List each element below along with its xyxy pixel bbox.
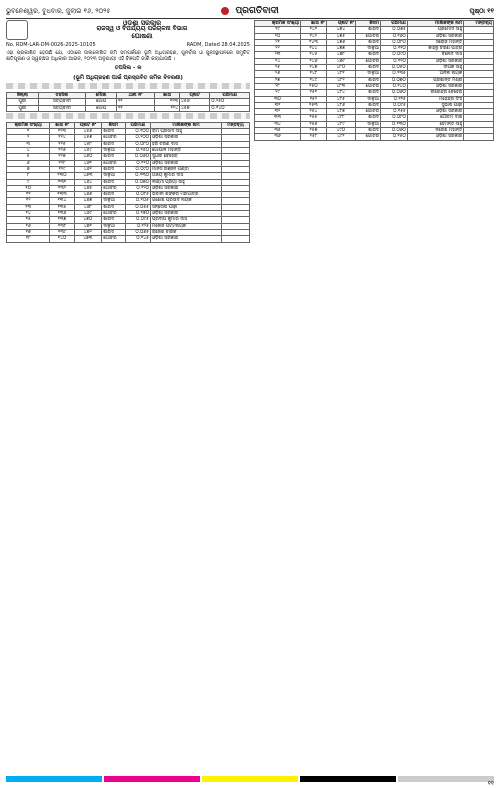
right-cell: ୦.୧୩୦ [381,121,408,127]
left-cell: ୪୭୨ [74,229,102,235]
left-cell: ୦.୧୪୫ [125,236,150,242]
right-cell: ୪୮୫ [326,96,355,102]
right-cell: ଶାରଦ [356,65,381,71]
right-cell: ୧୫୬ [301,121,327,127]
right-cell: ୩୧ [255,102,301,108]
right-cell: ୧୪୯ [301,77,327,83]
left-cell: ୪୬୧ [74,160,102,166]
right-cell: ବୀରେନ୍ଦ୍ର ବେହେରା [407,90,463,96]
right-header-cell: ମନ୍ତବ୍ୟ [464,21,494,27]
right-cell: ୧୪୫ [301,52,327,58]
left-cell [221,236,249,242]
right-cell: ୦.୦୫୦ [381,65,408,71]
left-cell: ୧୩୪ [50,198,74,204]
right-cell: ୧୪୩ [301,39,327,45]
right-cell: ଗୋଚର [356,33,381,39]
header-left-text: ଭୁବନେଶ୍ୱର, ବୁଧବାର, ଜୁଲାଇ ୧୬, ୨୦୨୫ [6,7,111,15]
left-cell: ୧୨୩ [50,129,74,135]
right-cell: ୦.୧୪୦ [381,83,408,89]
right-cell: ୦.୦୭୫ [381,27,408,33]
government-emblem-icon [6,20,28,40]
right-cell: ଓଡ଼ିଶା ସରକାର [407,109,463,115]
right-header-cell: କିସମ [356,21,381,27]
left-cell: ୧୫ [7,217,50,223]
left-cell: ୦.୦୯୫ [125,217,150,223]
right-cell: ୪୮୬ [326,102,355,108]
left-cell: ୧୩୬ [50,211,74,217]
separator-bar [6,113,250,119]
right-cell: ୨୭ [255,77,301,83]
right-cell: ସରୋଜ ମହାନ୍ତି [407,39,463,45]
left-cell: ମନୋଜ ପଟ୍ଟନାୟକ [150,223,221,229]
left-cell: ୦.୦୬୦ [125,154,150,160]
summary-cell: ୪୫୭ [180,105,210,111]
right-schedule-table [254,20,494,141]
summary-cell: ପୁରୀ [7,105,39,111]
left-cell: ୧୩୩ [50,192,74,198]
left-cell: ୧୩୭ [50,217,74,223]
right-cell: ୧୪୨ [301,33,327,39]
right-cell: ୪୭୭ [326,46,355,52]
left-cell: ୬ [7,160,50,166]
left-cell: ୧୨୮ [50,160,74,166]
right-cell: ୦.୦୭୦ [381,77,408,83]
right-cell: ୨୧ [255,39,301,45]
left-cell: ସନ୍ତୋଷ ପାଢ଼ୀ [150,204,221,210]
left-cell: ୧୮ [7,236,50,242]
left-cell: ୧୪୦ [50,236,74,242]
left-cell: ୧୨୯ [50,166,74,172]
notice-number: No. RDM-LAR-DM-0026-2025-10105 [6,42,96,48]
page-header [6,4,494,19]
left-row [7,236,250,242]
right-cell: ଦାଳୁଆ [356,96,381,102]
left-cell: ୪୬୯ [74,211,102,217]
left-cell: ଅଜୟ କୁମାର ଦାସ [150,173,221,179]
right-cell: ୨୮ [255,83,301,89]
right-cell: ୪୮୨ [326,77,355,83]
right-cell: ୪୭୯ [326,58,355,64]
right-cell: ୩୩ [255,115,301,121]
left-cell: ୦.୨୦୦ [125,135,150,141]
summary-cell: ୧୧ [116,99,154,105]
right-cell: ୨୬ [255,71,301,77]
summary-table [6,92,250,112]
summary-header-cell: ତହସିଲ [38,93,85,99]
right-cell: ୪୮୭ [326,109,355,115]
summary-header-cell: ଥାନା ନଂ [116,93,154,99]
color-swatch [104,776,200,782]
right-cell: ୪୯୧ [326,134,355,140]
right-cell: ୪୮୯ [326,121,355,127]
right-cell: ୧୫୮ [301,134,327,140]
right-row [255,134,494,140]
left-cell: ୭ [7,166,50,172]
left-cell: ୪୬୫ [74,185,102,191]
left-header-cell: ଖାତା ନଂ [50,122,74,128]
left-cell: ଗୋଚର [102,211,126,217]
right-cell: ୨୨ [255,46,301,52]
right-header-cell: କ୍ରମିକ ସଂଖ୍ୟା [255,21,301,27]
left-column [6,20,250,772]
left-cell: ହରି ଚରଣ ଦାସ [150,141,221,147]
right-cell: ୪୮୪ [326,90,355,96]
right-cell: ୩୪ [255,121,301,127]
right-cell: ୦.୦୬୦ [381,128,408,134]
left-cell: ୩ [7,141,50,147]
summary-header-cell: ପରିମାଣ [210,93,250,99]
summary-cell: ଗୋପ [86,99,117,105]
left-cell: ଲକ୍ଷ୍ମୀ ପ୍ରିୟା ସାହୁ [150,179,221,185]
left-cell: ୦.୦୮୫ [125,192,150,198]
right-cell: ୦.୧୨୦ [381,58,408,64]
right-cell: ଗୋଚର [356,58,381,64]
right-cell: ୦.୦୬୦ [381,90,408,96]
left-cell: ଓଡ଼ିଶା ସରକାର [150,160,221,166]
left-cell: ୪ [7,148,50,154]
right-cell: ପ୍ରମୋଦ ସାହୁ [407,27,463,33]
left-cell: ମାନସ ରଞ୍ଜନ ପଣ୍ଡା [150,166,221,172]
left-cell: ଶାରଦ [102,192,126,198]
right-cell: ୩୬ [255,134,301,140]
left-cell: ୪୬୭ [74,198,102,204]
summary-cell: ଗୋପ [86,105,117,111]
color-swatch [202,776,298,782]
right-cell: ୨୩ [255,52,301,58]
right-cell: ଦାଳୁଆ [356,46,381,52]
right-cell: ୦.୧୧୫ [381,96,408,102]
right-cell: ୧୯ [255,27,301,33]
left-cell: ୨ [7,135,50,141]
left-cell: ୦.୧୧୦ [125,160,150,166]
right-cell: ୧୪୧ [301,27,327,33]
right-cell: ପ୍ରଶାନ୍ତ ମିଶ୍ର [407,77,463,83]
left-cell: ଶାରଦ [102,229,126,235]
right-cell: ୦.୧୧୦ [381,46,408,52]
right-cell: ୦.୦୮୦ [381,115,408,121]
notice-paragraph: ଏହା ପ୍ରକାଶିତ ହେଉଛି ଯେ, ଏଠାରେ ଉଲ୍ଲେଖିତ ଜମି ସମ୍ପର୍କରେ ଭୂମି ଅଧିଗ୍ରହଣ, ପୁନର୍ବାସ ଓ ପୁନଃସ୍ଥାପନରେ ସମୁଚିତ କ୍ଷତିପୂରଣ ଓ ସ୍ୱଚ୍ଛତା ଅଧିକାର ଆଇନ, ୨୦୧୩ ଅନୁଯାୟୀ ଏହି ବିଜ୍ଞପ୍ତି ଜାରି କରାଯାଉଛି । [6,50,250,62]
right-cell: ଶାରଦ [356,77,381,83]
right-cell [464,134,494,140]
left-cell: ଶାରଦ [102,166,126,172]
right-cell: ୪୭୬ [326,39,355,45]
left-cell: ୦.୦୯୦ [125,166,150,172]
left-cell: ୦.୧୨୦ [125,185,150,191]
right-cell: ୧୫୭ [301,128,327,134]
left-cell: ସୁଧୀର ବେହେରା [150,154,221,160]
notice-title-main: ଓଡ଼ିଶା ସରକାର [122,20,162,27]
left-cell: ୧୬ [7,223,50,229]
left-cell: ଓଡ଼ିଶା ସରକାର [150,185,221,191]
left-cell: ଓଡ଼ିଶା ସରକାର [150,135,221,141]
summary-header-cell: ପ୍ଲଟ [180,93,210,99]
left-cell: ଗୋଚର [102,135,126,141]
right-cell: ୪୮୦ [326,65,355,71]
left-cell: ୯ [7,179,50,185]
right-cell: ସୁଭାଷ ପାଢ଼ୀ [407,102,463,108]
left-cell: ୧୧ [7,192,50,198]
right-cell: ଓଡ଼ିଶା ସରକାର [407,33,463,39]
left-cell: ୪୬୦ [74,154,102,160]
left-cell: ଦାଳୁଆ [102,198,126,204]
left-cell: ୪୫୯ [74,148,102,154]
right-cell: ୧୫୧ [301,90,327,96]
right-cell: ଦାଳୁଆ [356,121,381,127]
left-cell: ୪୫୬ [74,129,102,135]
right-cell: ଶାରଦ [356,128,381,134]
left-cell: ୧୩ [7,204,50,210]
right-cell: ଶାରଦ [356,102,381,108]
right-cell: ଗୌତମ ଦାଶ [407,115,463,121]
left-cell: ରାଜେଶ ବାରିକ [150,229,221,235]
schedule-heading: ତପସିଲ - କ [114,65,142,71]
left-cell: ୪୫୮ [74,141,102,147]
left-cell: ୫ [7,154,50,160]
right-cell: ଶାରଦ [356,115,381,121]
left-cell: ୪୬୮ [74,204,102,210]
left-cell: ୪୬୨ [74,166,102,172]
left-cell: ୧୨୭ [50,154,74,160]
right-cell: ଶାରଦ [356,39,381,45]
left-cell: ୧୨୫ [50,141,74,147]
left-header-cell: କିସମ [102,122,126,128]
summary-header-cell: ଜିଲ୍ଲା [7,93,39,99]
right-cell: ଓଡ଼ିଶା ସରକାର [407,58,463,64]
left-cell: ୧ [7,129,50,135]
left-cell: ୧୩୧ [50,179,74,185]
left-cell: ୦.୦୫୫ [125,204,150,210]
left-cell: ୦.୦୬୫ [125,229,150,235]
left-cell: ୪୬୬ [74,192,102,198]
newspaper-brand [6,4,494,18]
summary-header-cell: ଖାତା [154,93,179,99]
notice-title-sub: ରାଜସ୍ୱ ଓ ବିପର୍ଯ୍ୟୟ ପରିଚାଳନା ବିଭାଗ [96,25,188,32]
left-cell: ୧୨୬ [50,148,74,154]
left-cell: ଗୋଚର [102,160,126,166]
left-cell: ଶାରଦ [102,141,126,147]
summary-cell: ୧୨୪ [154,105,179,111]
right-cell: ମହେନ୍ଦ୍ର ସିଂହ [407,96,463,102]
right-cell: ଦାଳୁଆ [356,71,381,77]
left-cell: ଶାରଦ [102,204,126,210]
page-footer [0,772,500,788]
right-cell: ୪୮୩ [326,83,355,89]
summary-cell: ୧୧ [116,105,154,111]
left-cell: ୧୩୯ [50,229,74,235]
left-cell: ଗଣେଶ ପ୍ରସାଦ ନାୟକ [150,198,221,204]
left-header-cell: ମାଲିକଙ୍କ ନାମ [150,122,221,128]
left-cell: ୧୩୦ [50,173,74,179]
right-cell: ହେମନ୍ତ ସାହୁ [407,121,463,127]
left-cell: ଓଡ଼ିଶା ସରକାର [150,236,221,242]
left-cell: ୪୭୩ [74,236,102,242]
left-header-cell: ପ୍ଲଟ ନଂ [74,122,102,128]
left-cell: ଗୋଚର [102,236,126,242]
separator-bar [6,83,250,89]
right-cell: ୪୭୮ [326,52,355,58]
left-cell: ଦାଳୁଆ [102,223,126,229]
right-header-cell: ପରିମାଣ [381,21,408,27]
right-cell: ୧୫୦ [301,83,327,89]
right-cell: ୨୫ [255,65,301,71]
right-cell: ନରେଶ ମହାନ୍ତି [407,128,463,134]
left-cell: ଗୋଚର [102,185,126,191]
brand-title: ପ୍ରଗତିବାଦୀ [235,6,279,16]
right-cell: ୪୮୧ [326,71,355,77]
right-cell: ୪୭୪ [326,27,355,33]
right-cell: ୪୯୦ [326,128,355,134]
right-cell: ୧୪୮ [301,71,327,77]
notice-dated: RADM, Dated 28.04.2025 [186,42,250,48]
left-cell: ୦.୧୫୦ [125,148,150,154]
notice-title: ଘୋଷଣା [131,32,153,40]
right-cell: ୧୫୫ [301,115,327,121]
right-cell: କାହ୍ନୁ ଚରଣ ପାତ୍ର [407,46,463,52]
right-cell: ୧୫୩ [301,102,327,108]
right-cell: ଦୀପକ ସାହୁ [407,65,463,71]
right-cell: ଅନିଲ ନାୟକ [407,71,463,77]
right-header-cell: ଖାତା ନଂ [301,21,327,27]
left-cell: ୧୨ [7,198,50,204]
left-cell: ଗୋପାଳ ମହାନ୍ତି [150,148,221,154]
right-cell: ୨୦ [255,33,301,39]
right-header-cell: ମାଲିକଙ୍କ ନାମ [407,21,463,27]
right-cell: ୦.୦୯୦ [381,52,408,58]
left-header-cell: କ୍ରମିକ ସଂଖ୍ୟା [7,122,50,128]
left-cell: ୧୩୫ [50,204,74,210]
left-header-cell: ମନ୍ତବ୍ୟ [221,122,249,128]
left-cell: ଦାଳୁଆ [102,173,126,179]
left-cell: ୦.୦୭୦ [125,179,150,185]
left-cell: ଭବାନୀ ଶଙ୍କର ମହାପାତ୍ର [150,192,221,198]
summary-cell: ୦.୧୪୦ [210,105,250,111]
color-swatch [398,776,494,782]
left-cell: ଦାଳୁଆ [102,148,126,154]
summary-cell: ୪୫୬ [180,99,210,105]
government-notice [6,20,250,62]
right-cell: ୦.୧୬୦ [381,33,408,39]
color-registration-marks [6,776,494,782]
color-swatch [6,776,102,782]
left-cell: ରାମ ପ୍ରସାଦ ସାହୁ [150,129,221,135]
right-cell: ୧୪୬ [301,58,327,64]
page-number: ୧୧ [487,780,494,787]
left-cell: ଓଡ଼ିଶା ସରକାର [150,211,221,217]
left-header-cell: ପରିମାଣ [125,122,150,128]
left-cell: ଶାରଦ [102,217,126,223]
right-cell: ୦.୦୯୫ [381,102,408,108]
left-cell: ୧୨୪ [50,135,74,141]
left-cell: ୪୭୦ [74,217,102,223]
left-cell: ୧୪ [7,211,50,217]
summary-cell: ସତ୍ୟବାଦୀ [38,105,85,111]
summary-row [7,105,250,111]
left-cell: ୪୫୭ [74,135,102,141]
left-cell: ୪୬୩ [74,173,102,179]
right-cell: ୧୫୨ [301,96,327,102]
left-cell: ୧୦ [7,185,50,191]
left-cell: ଶାରଦ [102,129,126,135]
left-cell: ୧୭ [7,229,50,235]
left-cell: ୧୩୨ [50,185,74,191]
right-cell: ୦.୧୫୫ [381,109,408,115]
right-cell: ଓଡ଼ିଶା ସରକାର [407,134,463,140]
summary-header-cell: ମୌଜା [86,93,117,99]
right-cell: ବିନୋଦ ଦାସ [407,52,463,58]
right-cell: ୦.୧୫୦ [381,134,408,140]
right-cell: ୨୯ [255,90,301,96]
left-cell: ୧୩୮ [50,223,74,229]
header-right-text: ପୃଷ୍ଠା ୧୧ [469,7,494,15]
right-cell: ୧୪୭ [301,65,327,71]
left-cell: ୦.୦୮୦ [125,141,150,147]
right-cell: ଶାରଦ [356,27,381,33]
left-schedule-table [6,122,250,243]
left-cell: ୦.୧୦୫ [125,198,150,204]
right-cell: ୧୫୪ [301,109,327,115]
summary-cell: ୦.୨୫୦ [210,99,250,105]
left-cell: ୦.୧୦୦ [125,129,150,135]
summary-cell: ୧୨୩ [154,99,179,105]
left-cell: ଶାରଦ [102,179,126,185]
right-cell: ୩୦ [255,96,301,102]
summary-cell: ସତ୍ୟବାଦୀ [38,99,85,105]
right-column [254,20,494,772]
right-cell: ଗୋଚର [356,109,381,115]
brand-dot-icon [221,7,229,15]
right-cell: ଓଡ଼ିଶା ସରକାର [407,83,463,89]
right-cell: ଗୋଚର [356,83,381,89]
right-cell: ଗୋଚର [356,134,381,140]
right-cell: ୩୨ [255,109,301,115]
right-cell: ୦.୦୮୦ [381,39,408,45]
left-cell: ୦.୧୭୦ [125,211,150,217]
right-cell: ୪୭୫ [326,33,355,39]
left-cell: ୦.୧୨୫ [125,223,150,229]
left-cell: ୮ [7,173,50,179]
right-cell: ୨୪ [255,58,301,64]
schedule-subheading: (ଭୂମି ଅଧିଗ୍ରହଣ ପାଇଁ ପ୍ରସ୍ତାବିତ ଜମିର ବିବରଣୀ) [73,75,183,81]
left-cell: ୪୬୪ [74,179,102,185]
summary-cell: ପୁରୀ [7,99,39,105]
right-cell: ୧୪୪ [301,46,327,52]
right-cell: ୪୮୮ [326,115,355,121]
right-cell: ୩୫ [255,128,301,134]
right-header-cell: ପ୍ଲଟ ନଂ [326,21,355,27]
color-swatch [300,776,396,782]
left-cell: ଶାରଦ [102,154,126,160]
left-cell: ୪୭୧ [74,223,102,229]
right-cell: ୦.୧୩୫ [381,71,408,77]
right-cell: ଶାରଦ [356,90,381,96]
right-cell: ଶାରଦ [356,52,381,58]
left-cell: ୦.୧୩୦ [125,173,150,179]
left-cell: ପ୍ରଦୀପ କୁମାର ଦାସ [150,217,221,223]
